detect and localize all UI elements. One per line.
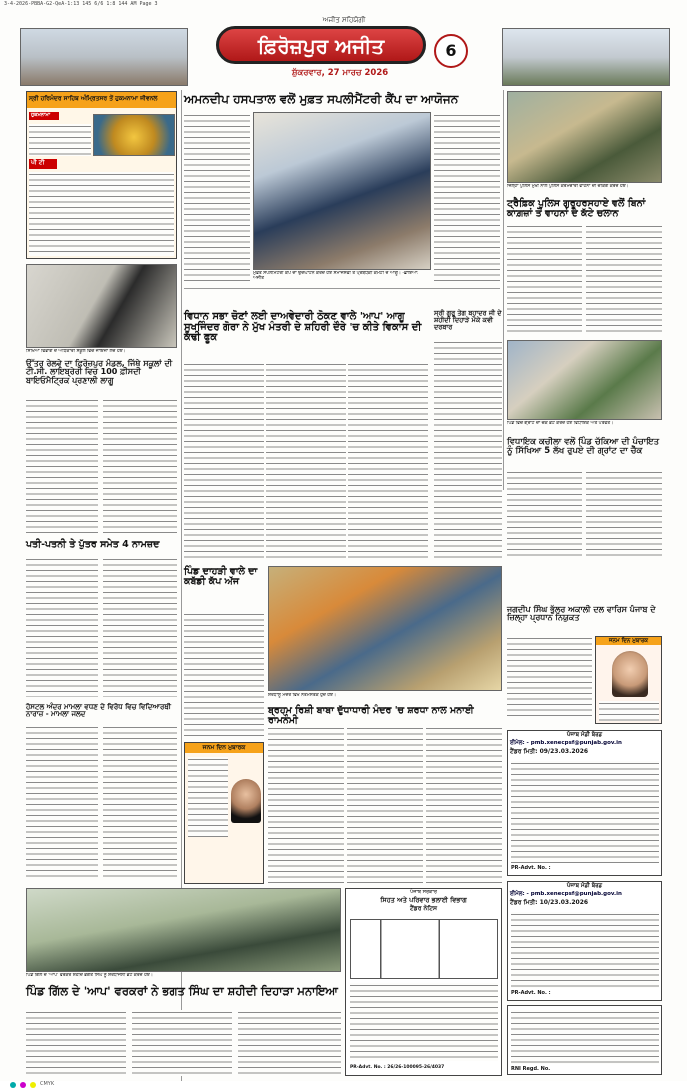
tender3-body bbox=[511, 1010, 659, 1064]
grant-body-1 bbox=[507, 470, 582, 560]
police-photo bbox=[507, 91, 662, 183]
masthead-left-image bbox=[20, 28, 188, 86]
hukamnama-text bbox=[29, 124, 91, 156]
guru-headline: ਸ੍ਰੀ ਗੁਰੂ ਤੇਗ ਬਹਾਦਰ ਜੀ ਦੇ ਸ਼ਹੀਦੀ ਦਿਹਾੜੇ ਮੌਕੇ ਕਵੀ ਦਰਬਾਰ bbox=[434, 309, 502, 331]
grant-caption: ਪਿੰਡ ਵਿਚ ਗ੍ਰਾਂਟ ਦਾ ਚੈੱਕ ਭੇਟ ਕਰਦੇ ਹੋਏ ਵਿਧਾਇਕ ਅਤੇ ਪਤਵੰਤੇ। bbox=[507, 421, 614, 426]
grant-body-2 bbox=[586, 470, 662, 560]
jagdeep-headline: ਜਗਦੀਪ ਸਿੰਘ ਭੁੱਲਰ ਅਕਾਲੀ ਦਲ ਵਾਰਿਸ ਪੰਜਾਬ ਦੇ ਜ਼ਿਲ੍ਹਾ ਪ੍ਰਧਾਨ ਨਿਯੁਕਤ bbox=[507, 605, 656, 623]
kabaddi-body bbox=[184, 612, 264, 737]
print-strip bbox=[0, 0, 687, 10]
hukamnama-abbr: ਪੀ ਟੀ bbox=[29, 159, 57, 169]
tender-date: ਟੈਂਡਰ ਮਿਤੀ: 09/23.03.2026 bbox=[510, 748, 589, 755]
school-body-2 bbox=[103, 398, 177, 533]
hospital-headline: ਅਮਨਦੀਪ ਹਸਪਤਾਲ ਵਲੋਂ ਮੁਫ਼ਤ ਸਪਲੀਮੈਂਟਰੀ ਕੈਂਪ ਦਾ ਆਯੋਜਨ bbox=[184, 92, 459, 106]
page-number: 6 bbox=[434, 34, 468, 68]
golden-temple-photo bbox=[93, 114, 175, 156]
tender2-date: ਟੈਂਡਰ ਮਿਤੀ: 10/23.03.2026 bbox=[510, 899, 589, 906]
tender-notice-2 bbox=[507, 881, 662, 1001]
couple-body-2 bbox=[103, 557, 177, 697]
notice-body bbox=[350, 983, 498, 1061]
temple-body-3 bbox=[426, 726, 502, 886]
notice-footer: PR-Advt. No. : 26/26-100095-26/4037 bbox=[350, 1065, 445, 1070]
hospital-caption: ਮੁਫ਼ਤ ਸਪਲੀਮੈਂਟਰੀ ਕੈਂਪ ਦਾ ਉਦਘਾਟਨ ਕਰਦੇ ਹੋਏ ਸਮਾਜਸੇਵੀ ਤੇ ਪ੍ਰਬੰਧਕੀ ਕਮੇਟੀ ਦੇ ਆਗੂ। -ਛਾਇਆ: ਅਜੀਤ bbox=[253, 271, 419, 282]
tender2-email: ਈਮੇਲ: - pmb.xenecpsf@punjab.gov.in bbox=[510, 891, 622, 897]
masthead-right-image bbox=[502, 28, 670, 86]
person-photo bbox=[231, 779, 261, 823]
temple-body-2 bbox=[347, 726, 423, 886]
tender2-advt: PR-Advt. No. : bbox=[511, 990, 551, 996]
hostel-body-1 bbox=[26, 725, 98, 880]
birthday-box-right bbox=[595, 636, 662, 724]
school-body-1 bbox=[26, 398, 98, 533]
birthday-text-mid bbox=[188, 757, 228, 837]
masthead-tagline: ਅਜੀਤ ਸਹਿਯੋਗੀ bbox=[322, 16, 366, 24]
birthday-label-right: ਜਨਮ ਦਿਨ ਮੁਬਾਰਕ bbox=[596, 637, 661, 645]
bottom-bar bbox=[0, 1081, 687, 1089]
traffic-body-1 bbox=[507, 224, 582, 334]
color-dot-magenta bbox=[20, 1082, 26, 1088]
color-dot-cyan bbox=[10, 1082, 16, 1088]
aap-body-3 bbox=[348, 362, 428, 560]
aap-body-1 bbox=[184, 362, 264, 560]
guru-body bbox=[434, 340, 502, 560]
hostel-body-2 bbox=[103, 725, 177, 880]
column-rule-2 bbox=[503, 90, 504, 490]
notice-table bbox=[350, 919, 498, 979]
color-dot-yellow bbox=[30, 1082, 36, 1088]
rni: RNI Regd. No. bbox=[511, 1066, 551, 1072]
tender2-body bbox=[511, 912, 659, 988]
couple-headline: ਪਤੀ-ਪਤਨੀ ਤੇ ਪੁੱਤਰ ਸਮੇਤ 4 ਨਾਮਜ਼ਦ bbox=[26, 539, 160, 550]
school-headline: ਉੱਤਰ ਰੇਲਵੇ ਦਾ ਫ਼ਿਰੋਜ਼ਪੁਰ ਮੰਡਲ, ਜਿੱਥੇ ਸਕੂਲਾਂ ਦੀ ਟੀ.ਸੀ. ਲਾਇਬ੍ਰੇਰੀ ਵਿਚ 100 ਫ਼ੀਸਦੀ ਬਾਇਓਮੈਟ੍ਰਿਕ ਪ੍ਰਣਾਲੀ ਲਾਗੂ bbox=[26, 359, 173, 385]
computer-caption: ਸਿੱਖਿਆ ਵਿਭਾਗ ਦੇ ਅਧਿਕਾਰੀ ਸਕੂਲ ਵਿਚ ਜਾਇਜ਼ਾ ਲੈਂਦੇ ਹੋਏ। bbox=[26, 349, 126, 354]
health-notice bbox=[345, 888, 502, 1076]
police-caption: ਜਿਲ੍ਹਾ ਪੁਲਿਸ ਮੁਖੀ ਨਾਲ ਪੁਲਿਸ ਕਰਮਚਾਰੀ ਵਾਹਨਾਂ ਦੀ ਚੈਕਿੰਗ ਕਰਦੇ ਹੋਏ। bbox=[507, 184, 629, 189]
bhagat-caption: ਪਿੰਡ ਗਿੱਲ ਦੇ 'ਆਪ' ਵਰਕਰ ਸ਼ਹੀਦ ਭਗਤ ਸਿੰਘ ਨੂੰ ਸ਼ਰਧਾਂਜਲੀ ਭੇਟ ਕਰਦੇ ਹੋਏ। bbox=[26, 973, 153, 978]
hospital-body-2 bbox=[434, 113, 500, 283]
notice-title: ਸਿਹਤ ਅਤੇ ਪਰਿਵਾਰ ਭਲਾਈ ਵਿਭਾਗ bbox=[380, 896, 467, 904]
grant-headline: ਵਿਧਾਇਕ ਕਚੀਲਾ ਵਲੋਂ ਪਿੰਡ ਚੱਕਿਆ ਦੀ ਪੰਚਾਇਤ ਨੂੰ ਸਿੱਖਿਆ 5 ਲੱਖ ਰੁਪਏ ਦੀ ਗ੍ਰਾਂਟ ਦਾ ਚੈੱਕ bbox=[507, 437, 660, 456]
tender2-header: ਪੰਜਾਬ ਮੰਡੀ ਬੋਰਡ bbox=[566, 883, 603, 889]
hukamnama-label: ਹੁਕਮਨਾਮਾ bbox=[29, 112, 59, 120]
bhagat-headline: ਪਿੰਡ ਗਿੱਲ ਦੇ 'ਆਪ' ਵਰਕਰਾਂ ਨੇ ਭਗਤ ਸਿੰਘ ਦਾ ਸ਼ਹੀਦੀ ਦਿਹਾੜਾ ਮਨਾਇਆ bbox=[26, 984, 338, 998]
masthead-logo bbox=[216, 26, 426, 64]
bhagat-body-1 bbox=[26, 1010, 126, 1076]
temple-photo bbox=[268, 566, 502, 691]
section-rule bbox=[184, 288, 500, 289]
masthead bbox=[20, 16, 670, 86]
computer-lab-photo bbox=[26, 264, 177, 348]
aap-headline: ਵਿਧਾਨ ਸਭਾ ਚੋਣਾਂ ਲਈ ਦਾਅਵੇਦਾਰੀ ਠੋਕਣ ਵਾਲੇ 'ਆਪ' ਆਗੂ ਸੁਖਜਿੰਦਰ ਗੋਰਾ ਨੇ ਮੁੱਖ ਮੰਤਰੀ ਦੇ ਸ਼ਹਿਰੀ ਦੌਰੇ 'ਚ ਕੀਤੇ ਵਿਕਾਸ ਦੀ ਕੱਢੀ ਫੂਕ bbox=[184, 311, 422, 343]
child-photo bbox=[612, 651, 648, 697]
hukamnama-body bbox=[29, 172, 174, 256]
notice-subtitle: ਟੈਂਡਰ ਨੋਟਿਸ bbox=[409, 905, 438, 912]
grant-photo bbox=[507, 340, 662, 420]
masthead-date: ਸ਼ੁੱਕਰਵਾਰ, 27 ਮਾਰਚ 2026 bbox=[291, 68, 389, 78]
aap-body-2 bbox=[266, 362, 346, 560]
temple-caption: ਸ਼ਰਧਾਲੂ ਮੰਦਰ ਵਿਖੇ ਨਤਮਸਤਕ ਹੁੰਦੇ ਹੋਏ। bbox=[268, 693, 337, 698]
temple-headline: ਬ੍ਰਹਮ ਰਿਸ਼ੀ ਬਾਬਾ ਦੁੱਧਾਧਾਰੀ ਮੰਦਰ 'ਚ ਸ਼ਰਧਾ ਨਾਲ ਮਨਾਈ ਰਾਮਨੌਮੀ bbox=[268, 705, 474, 726]
tender-advt: PR-Advt. No. : bbox=[511, 865, 551, 871]
kabaddi-headline: ਪਿੰਡ ਦਾਹੜੀ ਵਾਲੇ ਦਾ ਕਬੱਡੀ ਕੱਪ ਅੱਜ bbox=[184, 566, 258, 587]
couple-body-1 bbox=[26, 557, 98, 697]
temple-body-1 bbox=[268, 726, 344, 886]
bhagat-body-3 bbox=[238, 1010, 341, 1076]
print-info: 3-4-2026-PBBA-G2-QeA-1:13 145 6/6 1:8 144 AM Page 3 bbox=[4, 1, 158, 7]
hospital-body-1 bbox=[184, 113, 250, 283]
tender-body bbox=[511, 761, 659, 863]
bhagat-body-2 bbox=[132, 1010, 232, 1076]
birthday-label-mid: ਜਨਮ ਦਿਨ ਮੁਬਾਰਕ bbox=[185, 743, 263, 753]
tender-notice-1 bbox=[507, 730, 662, 876]
tender-email: ਈਮੇਲ: - pmb.xenecpsf@punjab.gov.in bbox=[510, 740, 622, 746]
bhagat-photo bbox=[26, 888, 341, 972]
tender-header: ਪੰਜਾਬ ਮੰਡੀ ਬੋਰਡ bbox=[566, 732, 603, 738]
tender-notice-3 bbox=[507, 1005, 662, 1075]
masthead-title: ਫ਼ਿਰੋਜ਼ਪੁਰ ਅਜੀਤ bbox=[257, 34, 385, 58]
hostel-headline: ਹੋਸਟਲ ਅੰਦਰ ਮਾਮਲਾ ਵਧਣ ਦੇ ਵਿਰੋਧ ਵਿਚ ਵਿਦਿਆਰਥੀ ਨਾਰਾਜ਼ - ਮਾਮਲਾ ਜਲਦ bbox=[26, 703, 171, 719]
hukamnama-box bbox=[26, 91, 177, 259]
traffic-body-2 bbox=[586, 224, 662, 334]
hukamnama-header: ਸ੍ਰੀ ਹਰਿਮੰਦਰ ਸਾਹਿਬ ਅੰਮ੍ਰਿਤਸਰ ਤੋਂ ਹੁਕਮਨਾਮਾ ਜੀਵਨਲ bbox=[27, 92, 176, 108]
notice-header: ਪੰਜਾਬ ਸਰਕਾਰ bbox=[410, 889, 437, 895]
cmyk-label: CMYK bbox=[40, 1081, 55, 1087]
traffic-headline: ਟ੍ਰੈਫ਼ਿਕ ਪੁਲਿਸ ਗੁਰੂਹਰਸਹਾਏ ਵਲੋਂ ਬਿਨਾਂ ਕਾਗ਼ਜ਼ਾਂ ਤੋਂ ਵਾਹਨਾਂ ਦੇ ਕੱਟੇ ਚਲਾਨ bbox=[507, 198, 646, 219]
birthday-box-mid bbox=[184, 742, 264, 884]
jagdeep-body bbox=[507, 636, 592, 718]
hospital-photo bbox=[253, 112, 431, 270]
birthday-text-right bbox=[599, 701, 659, 721]
